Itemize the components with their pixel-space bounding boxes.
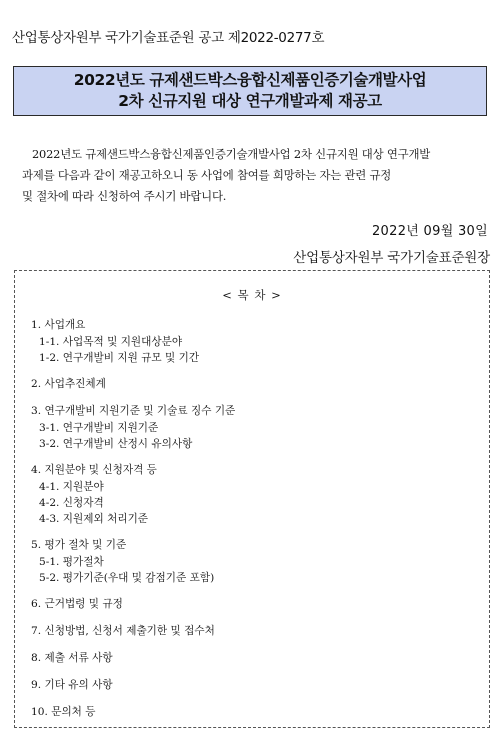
notice-number: 산업통상자원부 국가기술표준원 공고 제2022-0277호 [12, 30, 325, 46]
title-line-2: 2차 신규지원 대상 연구개발과제 재공고 [118, 92, 382, 110]
toc-title: < 목 차 > [222, 288, 282, 302]
toc-sub-item: 3-1. 연구개발비 지원기준 [39, 422, 159, 434]
toc-sub-item: 4-3. 지원제외 처리기준 [39, 513, 149, 525]
body-line-3: 및 절차에 따라 신청하여 주시기 바랍니다. [22, 189, 227, 203]
announcement-date: 2022년 09월 30일 [371, 224, 488, 239]
announcement-title [13, 66, 487, 116]
body-line-1: 2022년도 규제샌드박스융합신제품인증기술개발사업 2차 신규지원 대상 연구개발 [32, 147, 431, 161]
toc-main-item: 1. 사업개요 [31, 319, 86, 331]
toc-section [31, 596, 479, 613]
toc-section [31, 403, 479, 452]
toc-list [31, 317, 479, 731]
toc-sub-item: 1-1. 사업목적 및 지원대상분야 [39, 336, 183, 348]
body-line-2: 과제를 다음과 같이 재공고하오니 동 사업에 참여를 희망하는 자는 관련 규정 [22, 168, 392, 182]
toc-section [31, 537, 479, 586]
toc-sub-item: 5-1. 평가절차 [39, 556, 104, 568]
issuer-name: 산업통상자원부 국가기술표준원장 [293, 250, 490, 266]
title-line-1: 2022년도 규제샌드박스융합신제품인증기술개발사업 [73, 71, 427, 89]
toc-main-item: 8. 제출 서류 사항 [31, 652, 113, 664]
toc-main-item: 2. 사업추진체계 [31, 378, 106, 390]
toc-section [31, 317, 479, 366]
toc-sub-item: 3-2. 연구개발비 산정시 유의사항 [39, 438, 193, 450]
toc-sub-item: 1-2. 연구개발비 지원 규모 및 기간 [39, 352, 200, 364]
toc-main-item: 9. 기타 유의 사항 [31, 679, 113, 691]
toc-sub-item: 5-2. 평가기준(우대 및 감점기준 포함) [39, 572, 215, 584]
toc-section [31, 704, 479, 721]
announcement-body [22, 144, 492, 207]
toc-section [31, 650, 479, 667]
toc-main-item: 6. 근거법령 및 규정 [31, 598, 123, 610]
toc-sub-item: 4-2. 신청자격 [39, 497, 104, 509]
toc-section [31, 677, 479, 694]
toc-main-item: 10. 문의처 등 [31, 706, 96, 718]
toc-section [31, 376, 479, 393]
toc-section [31, 462, 479, 527]
toc-main-item: 4. 지원분야 및 신청자격 등 [31, 464, 157, 476]
toc-section [31, 623, 479, 640]
toc-main-item: 7. 신청방법, 신청서 제출기한 및 접수처 [31, 625, 215, 637]
toc-sub-item: 4-1. 지원분야 [39, 481, 104, 493]
toc-main-item: 5. 평가 절차 및 기준 [31, 539, 127, 551]
toc-main-item: 3. 연구개발비 지원기준 및 기술료 징수 기준 [31, 405, 236, 417]
table-of-contents [14, 270, 490, 728]
